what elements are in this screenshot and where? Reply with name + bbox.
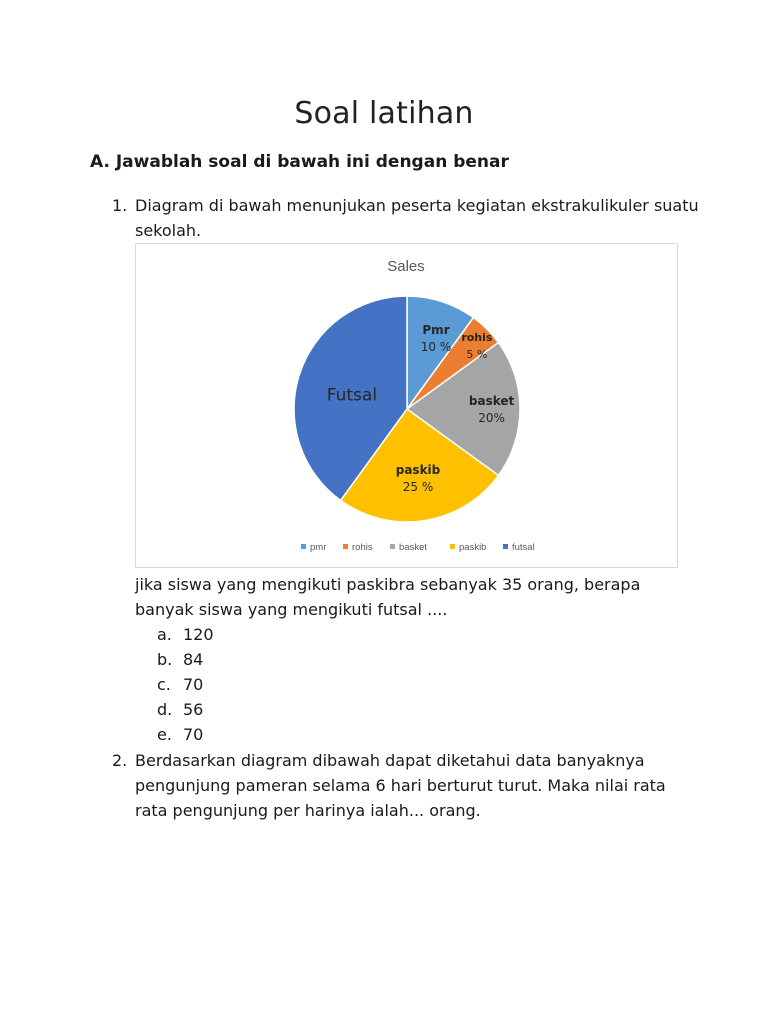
section-heading: A. Jawablah soal di bawah ini dengan benar bbox=[90, 152, 509, 172]
legend-swatch-basket bbox=[390, 544, 395, 549]
question-2-text-line-3: rata pengunjung per harinya ialah... orang. bbox=[135, 801, 481, 820]
option-value: 120 bbox=[183, 625, 214, 644]
option-letter: e. bbox=[157, 725, 172, 744]
question-1-follow-line-2: banyak siswa yang mengikuti futsal .... bbox=[135, 600, 448, 619]
question-2-text-line-2: pengunjung pameran selama 6 hari berturut turut. Maka nilai rata bbox=[135, 776, 666, 795]
option-letter: c. bbox=[157, 675, 171, 694]
option-c[interactable] bbox=[157, 672, 214, 697]
legend-item-futsal bbox=[503, 542, 535, 553]
legend-swatch-futsal bbox=[503, 544, 508, 549]
option-letter: a. bbox=[157, 625, 172, 644]
slice-label-pmr: Pmr bbox=[422, 323, 450, 338]
option-a[interactable] bbox=[157, 622, 214, 647]
answer-options bbox=[157, 622, 214, 747]
legend-swatch-paskib bbox=[450, 544, 455, 549]
slice-value-basket: 20% bbox=[478, 411, 505, 425]
question-2-text-line-1: Berdasarkan diagram dibawah dapat diketahui data banyaknya bbox=[135, 751, 645, 770]
option-d[interactable] bbox=[157, 697, 214, 722]
option-letter: b. bbox=[157, 650, 173, 669]
slice-value-pmr: 10 % bbox=[420, 340, 452, 355]
legend-item-paskib bbox=[450, 542, 486, 553]
legend-swatch-pmr bbox=[301, 544, 306, 549]
option-b[interactable] bbox=[157, 647, 214, 672]
question-1-text-line-1: Diagram di bawah menunjukan peserta kegiatan ekstrakulikuler suatu bbox=[135, 196, 699, 215]
legend-item-basket bbox=[390, 542, 427, 553]
question-2-number: 2. bbox=[112, 751, 128, 770]
legend-label-basket: basket bbox=[399, 542, 427, 553]
option-value: 56 bbox=[183, 700, 204, 719]
legend-swatch-rohis bbox=[343, 544, 348, 549]
option-value: 70 bbox=[183, 675, 204, 694]
slice-label-basket: basket bbox=[468, 394, 515, 408]
slice-value-rohis: 5 % bbox=[466, 348, 488, 362]
page-title: Soal latihan bbox=[294, 96, 474, 131]
question-1-text-line-2: sekolah. bbox=[135, 221, 202, 240]
option-letter: d. bbox=[157, 700, 173, 719]
question-1-follow-line-1: jika siswa yang mengikuti paskibra sebanyak 35 orang, berapa bbox=[135, 575, 641, 594]
pie-chart bbox=[135, 243, 678, 568]
legend-item-rohis bbox=[343, 542, 373, 553]
question-1-number: 1. bbox=[112, 196, 128, 215]
chart-legend bbox=[301, 542, 535, 553]
legend-label-pmr: pmr bbox=[310, 542, 327, 553]
slice-label-rohis: rohis bbox=[461, 331, 493, 345]
slice-label-futsal: Futsal bbox=[326, 385, 378, 406]
legend-label-paskib: paskib bbox=[459, 542, 487, 553]
option-value: 70 bbox=[183, 725, 204, 744]
legend-item-pmr bbox=[301, 542, 326, 553]
legend-label-futsal: futsal bbox=[512, 542, 535, 553]
legend-label-rohis: rohis bbox=[352, 542, 373, 553]
pie-chart-svg bbox=[136, 244, 677, 567]
option-e[interactable] bbox=[157, 722, 214, 747]
chart-title: Sales bbox=[387, 258, 425, 275]
slice-label-paskib: paskib bbox=[395, 463, 441, 478]
slice-value-paskib: 25 % bbox=[402, 480, 434, 495]
option-value: 84 bbox=[183, 650, 204, 669]
